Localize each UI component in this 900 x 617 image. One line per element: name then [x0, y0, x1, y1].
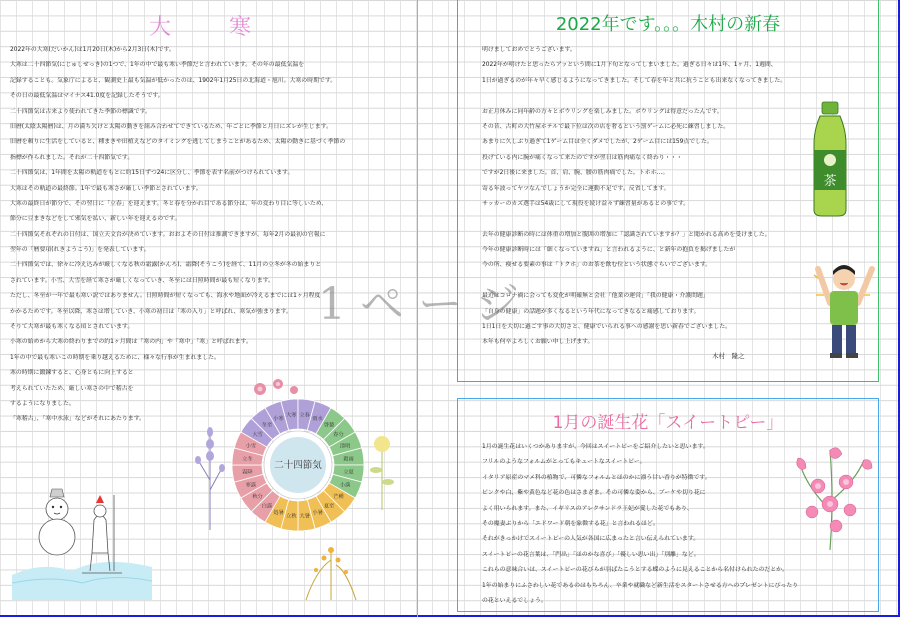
text-line: ですが2日後に来ました。首、肩、腕、腰の筋肉痛でした。トホホ…。	[482, 170, 669, 177]
wheel-segment-label: 立夏	[343, 469, 354, 476]
text-line: 二十四節気は、1年間を太陽の軌道をもとに約15日ずつ24に区分し、季節を表す名前がつけられています。	[10, 170, 294, 177]
wheel-segment-label: 啓蟄	[323, 422, 335, 429]
text-line	[482, 212, 786, 227]
text-line: そりて大寒が最も寒くなる頃とされています。	[10, 324, 134, 331]
wheel-segment-label: 春分	[333, 431, 344, 438]
lavender-illustration	[190, 420, 230, 530]
text-line: それがきっかけでスイートピーの人気が各国に広まったと言い伝えられています。	[482, 536, 700, 543]
text-line: よく用いられます。また、イギリスのアレクサンドラ王妃が愛した花でもあり、	[482, 505, 693, 512]
wheel-segment-label: 大暑	[299, 513, 310, 520]
text-line: スイートピーの花言葉は、「門出」「ほのかな喜び」「優しい思い出」「別離」など。	[482, 551, 700, 558]
plum-blossom-illustration	[248, 375, 308, 405]
text-line: 今の所、痩せる要素の事は「トクホ」のお茶を飲む位という状態ぐらいでございます。	[482, 262, 712, 269]
wheel-segment-label: 処暑	[273, 510, 284, 517]
text-line: 1日1日を大切に過ごす事の大切さと、健康でいられる事への感謝を思い新春でございました。	[482, 324, 732, 331]
text-line: ただし、冬至が一年で最も寒い訳ではありません。日照時間が短くなっても、海水や地面が冷えるまでには1ヶ月程度	[10, 293, 321, 300]
text-line: 寒の時期に鍛錬すると、心身ともに向上すると	[10, 370, 134, 377]
text-line: 1日が過ぎるのが年々早く感じるようになってきました。そして春を年と共に抗うことも出来なくなってきました。	[482, 77, 787, 84]
wheel-segment-label: 寒露	[245, 482, 257, 489]
text-line: 2022年の大寒(だいかん)は1月20日(木)から2月3日(木)です。	[10, 47, 175, 53]
signature: 木村 隆之	[712, 352, 745, 360]
text-line: されています。小雪、大雪を経て寒さが厳しくなっていき、冬至には日照時間が最も短くなります。	[10, 277, 274, 284]
text-line: ピンクや白、紫や黄色など花の色はさまざま。その可憐な姿から、ブーケや切り花に	[482, 490, 706, 497]
wheel-segment-label: 立春	[299, 412, 310, 419]
text-line: あまりに久しぶり過ぎて1ゲーム目は全くダメでしたが、2ゲーム目には159点でした。	[482, 139, 713, 146]
wheel-segment-label: 芒種	[333, 494, 344, 501]
text-line: 投げている内に腕が痛くなって来たのですが翌日は筋肉痛なく終わり・・・	[482, 154, 683, 161]
wheel-segment-label: 秋分	[252, 494, 263, 501]
text-line: 旧暦を頼りに生活をしていると、種まきや田植えなどのタイミングを逃してしまうことがあるため、太陽の動きに基づく季節の	[10, 139, 346, 146]
text-line: 二十四節気では、徐々に冷え込みが厳しくなる秋の霜露(かんろ)、霜降(そうこう)を経て、11月の立冬が冬の始まりと	[10, 262, 322, 269]
text-line: 明けましておめでとうございます。	[482, 47, 576, 53]
herb-illustration	[368, 430, 396, 510]
newyear-title: 2022年です。。。木村の新春	[555, 14, 781, 35]
text-line: これらの意味合いは、スイートピーの花びらが羽ばたこうとする蝶のように見えることから名付けられたのだとか。	[482, 567, 788, 574]
wheel-segment-label: 小寒	[273, 415, 284, 422]
text-line: 今年の健康診断時には「細くなっていますね」と言われるように、と新年の抱負を掲げましたが	[482, 247, 736, 254]
text-line: 1年の始まりにふさわしい花であるのはもちろん、卒業や就職など新生活をスタートさせる方へのプレゼントにぴったり	[482, 582, 799, 589]
text-line: お正月休みに同年齢の方々とボウリングを楽しみました。ボウリングは得意だったんです。	[482, 108, 723, 115]
text-line: 翌年の「暦要項(れきようこう)」を発表しています。	[10, 247, 150, 254]
wheel-segment-label: 夏至	[323, 503, 335, 510]
wheel-segment-label: 立冬	[242, 456, 253, 463]
text-line: その魔妻ぶりから「エドワード朝を象徴する花」と言われるほど。	[482, 520, 659, 527]
text-line: 「自身の健康」の話題が多くなるという年代になってきなると痛感しております。	[482, 308, 700, 315]
wheel-segment-label: 清明	[339, 443, 351, 450]
text-line	[482, 89, 786, 104]
sweet-pea-illustration	[790, 440, 876, 550]
snowman-illustration	[12, 475, 152, 600]
text-line: 大寒は二十四節気(にじゅしせっき)の1つで、1年の中で最も寒い季節だと言われています。その年の最低気温を	[10, 62, 305, 69]
text-line: 去年の健康診断の時には体重の増加と腹囲の増加に「認識されていますか？」と聞かれる高めを受けました。	[482, 231, 771, 238]
text-line: 最近はコロナ禍に会っても変化が明確無と会社「他業の運営」「我の健康・介護問題」	[482, 293, 709, 300]
text-line: 本年も何卒よろしくお願い申し上げます。	[482, 339, 594, 346]
wheel-segment-label: 小雪	[245, 443, 257, 450]
text-line: 記録することも。気象庁によると、観測史上最も気温が低かったのは、1902年1月25日の北海道・旭川。大寒の時期です。	[10, 77, 337, 84]
wheel-segment-label: 小暑	[312, 510, 323, 517]
text-line: 二十四節気は古来より使われてきた季節の標識です。	[10, 108, 151, 115]
text-line: 2022年が明けたと思ったらアッという間に1月下旬となってしまいました。過ぎる日々は1年、1ヶ月、1週間、	[482, 62, 777, 69]
wheel-segment-label: 小満	[339, 482, 351, 489]
tea-bottle-illustration	[808, 100, 852, 218]
text-line: 考えられていたため、厳しい寒さの中で稽古を	[10, 385, 134, 392]
sekki-wheel	[228, 395, 368, 535]
text-line: 寄る年波ってヤツなんでしょうか完全に運動不足です。反省してます。	[482, 185, 670, 192]
text-line: の花といえるでしょう。	[482, 597, 547, 604]
wheel-segment-label: 雨水	[312, 415, 323, 422]
text-line: その昔、古町の大竹屋ホテルで最下位は次の店を奢るという罰ゲームに必死に練習しました。	[482, 123, 730, 130]
text-line: かかるためです。冬至以降、寒さは増していき、小寒の初日は「寒の入り」と呼ばれ、寒気が強まります。	[10, 308, 292, 315]
birth-flower-body	[482, 440, 798, 609]
wheel-segment-label: 白露	[261, 503, 273, 510]
page-label-watermark: 1ページ	[318, 279, 534, 330]
text-line: 1月の誕生花はいくつかありますが、今回はスイートピーをご紹介したいと思います。	[482, 444, 709, 450]
cheering-person-illustration	[812, 255, 878, 365]
text-line: 二十四節気それぞれの日付は、国立天文台が決めています。おおよその日付は推測できますが、毎年2月の最初の官報に	[10, 231, 326, 238]
text-line: 旧暦(太陰太陽暦)は、月の満ち欠けと太陽の動きを組み合わせてできているため、年ごとに季節と月日にズレが生じます。	[10, 123, 332, 130]
text-line: 小寒の始めから大寒の終わりまでの約1ヶ月間は「寒の内」や「寒中」「寒」と呼ばれます。	[10, 339, 252, 346]
wheel-segment-label: 大雪	[252, 431, 263, 438]
text-line: 指標が作られました。それが二十四節気です。	[10, 154, 134, 161]
wheel-segment-label: 霜降	[242, 469, 253, 476]
wheel-segment-label: 立秋	[286, 513, 297, 520]
text-line: イタリア原産のマメ科の植物で、可憐なフォルムとほのかに漂う甘い香りが特徴です。	[482, 474, 711, 481]
tea-label: 茶	[823, 174, 837, 189]
orange-flower-illustration	[296, 540, 366, 600]
text-line: フリルのようなフォルムがとってもキュートなスイートピー。	[482, 459, 646, 466]
daikan-title: 大 寒	[148, 15, 269, 40]
wheel-segment-label: 大寒	[286, 412, 297, 419]
text-line: 大寒はその軌道の最終節。1年で最も寒さが厳しい季節とされています。	[10, 185, 202, 192]
daikan-body	[10, 43, 345, 428]
text-line: サッカーのカズ選手は54歳にして現役を続け益々ず練習量があるとの事です。	[482, 200, 690, 207]
birth-flower-title: 1月の誕生花「スイートピー」	[552, 413, 784, 433]
text-line: 1年の中で最も寒いこの時期を乗り越えるために、様々な行事が生まれました。	[10, 354, 220, 361]
text-line: するようになりました。	[10, 400, 75, 407]
wheel-segment-label: 穀雨	[343, 456, 354, 463]
text-line: 「寒稽古」、「寒中水泳」などがそれにあたります。	[10, 416, 146, 423]
text-line: 大寒の最終日が節分で、その翌日に「立春」を迎えます。冬と春を分かれ目である節分は、年の変わり目に等しいため、	[10, 200, 328, 207]
wheel-segment-label: 冬至	[261, 422, 273, 429]
text-line: 節分に豆まきなどをして邪気を払い、新しい年を迎えるのです。	[10, 216, 181, 223]
wheel-center-label: 二十四節気	[274, 460, 322, 471]
text-line: その日の最低気温はマイナス41.0度を記録したそうです。	[10, 93, 164, 100]
